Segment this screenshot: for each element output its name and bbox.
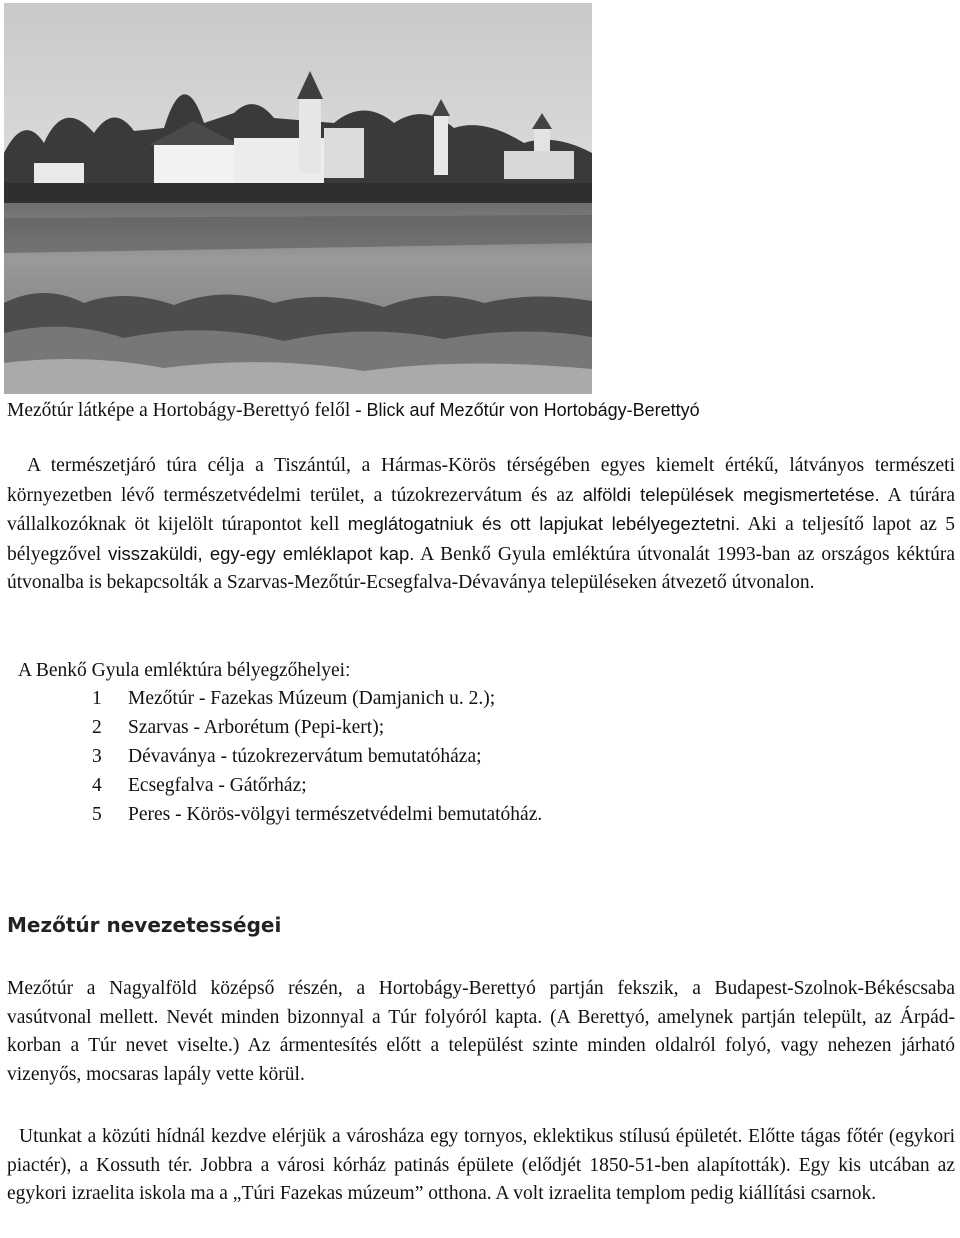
stamp-text: Ecsegfalva - Gátőrház; [128,775,307,796]
stamp-item [92,772,542,801]
caption-german: Blick auf Mezőtúr von Hortobágy-Berettyó [366,400,700,420]
intro-text-1: A természetjáró túra célja a Tiszántúl, a Hármas-Körös térségében egyes kiemelt értékű, látványos természeti környezetben lévő természetvédelmi terület, a túzokrezervátum és az [7,455,955,506]
intro-paragraph [7,452,955,598]
intro-text-2: alföldi települések megismertetése. [582,483,880,505]
stamp-text: Dévaványa - túzokrezervátum bemutatóháza; [128,746,482,767]
stamp-text: Mezőtúr - Fazekas Múzeum (Damjanich u. 2.); [128,688,496,709]
intro-text-5: Aki a teljesítő lapot az 5 bélyegzővel [7,514,955,565]
stamp-item [92,801,542,830]
section-paragraph-1: Mezőtúr a Nagyalföld középső részén, a Hortobágy-Berettyó partján fekszik, a Budapest-Szolnok-Békéscsaba vasútvonal mellett. Nevét minden bizonnyal a Túr folyóról kapta. (A Berettyó, amelynek partján települt, az Árpád-korban a Túr nevet viselte.) Az ármentesítés előtt a települést szinte minden oldalról folyó, vagy nehezen járható vizenyős, mocsaras lapály vette körül. [7,978,955,1085]
stamp-number: 3 [92,746,102,767]
stamp-text: Szarvas - Arborétum (Pepi-kert); [128,717,385,738]
intro-text-3: A túrára vállalkozóknak öt kijelölt túrapontot kell [7,484,955,536]
stamps-title-colon: : [345,659,351,680]
section-paragraph-2: Utunkat a közúti hídnál kezdve elérjük a városháza egy tornyos, eklektikus stílusú épületét. Előtte tágas főtér (egykori piactér), a Kossuth tér. Jobbra a városi kórház patinás épülete (elődjét 1850-51-ben alapították). Egy kis utcában az egykori izraelita iskola ma a „Túri Fazekas múzeum” otthona. A volt izraelita templom pedig kiállítási csarnok. [7,1126,955,1205]
stamps-title-text: A Benkő Gyula emléktúra bélyegzőhelyei [18,660,346,681]
caption-hungarian: Mezőtúr látképe a Hortobágy-Berettyó felől - [7,400,367,421]
stamps-title [18,656,350,685]
stamp-text: Peres - Körös-völgyi természetvédelmi bemutatóház. [128,804,543,825]
stamp-number: 2 [92,717,102,738]
town-photo [4,3,592,394]
stamp-number: 4 [92,775,102,796]
stamp-item [92,685,542,714]
stamp-list [92,685,542,830]
photo-caption [7,398,957,423]
intro-text-6: visszaküldi, egy-egy emléklapot kap. [108,542,415,564]
section-heading: Mezőtúr nevezetességei [7,913,282,937]
stamp-number: 5 [92,804,102,825]
stamp-number: 1 [92,688,102,709]
intro-text-4: meglátogatniuk és ott lapjukat lebélyegeztetni. [347,513,741,535]
stamp-item [92,714,542,743]
intro-text-7: A Benkő Gyula emléktúra útvonalát 1993-ban az országos kéktúra útvonalba is bekapcsolták a Szarvas-Mezőtúr-Ecsegfalva-Dévaványa településeken átvezető útvonalon. [7,543,955,594]
stamp-item [92,743,542,772]
